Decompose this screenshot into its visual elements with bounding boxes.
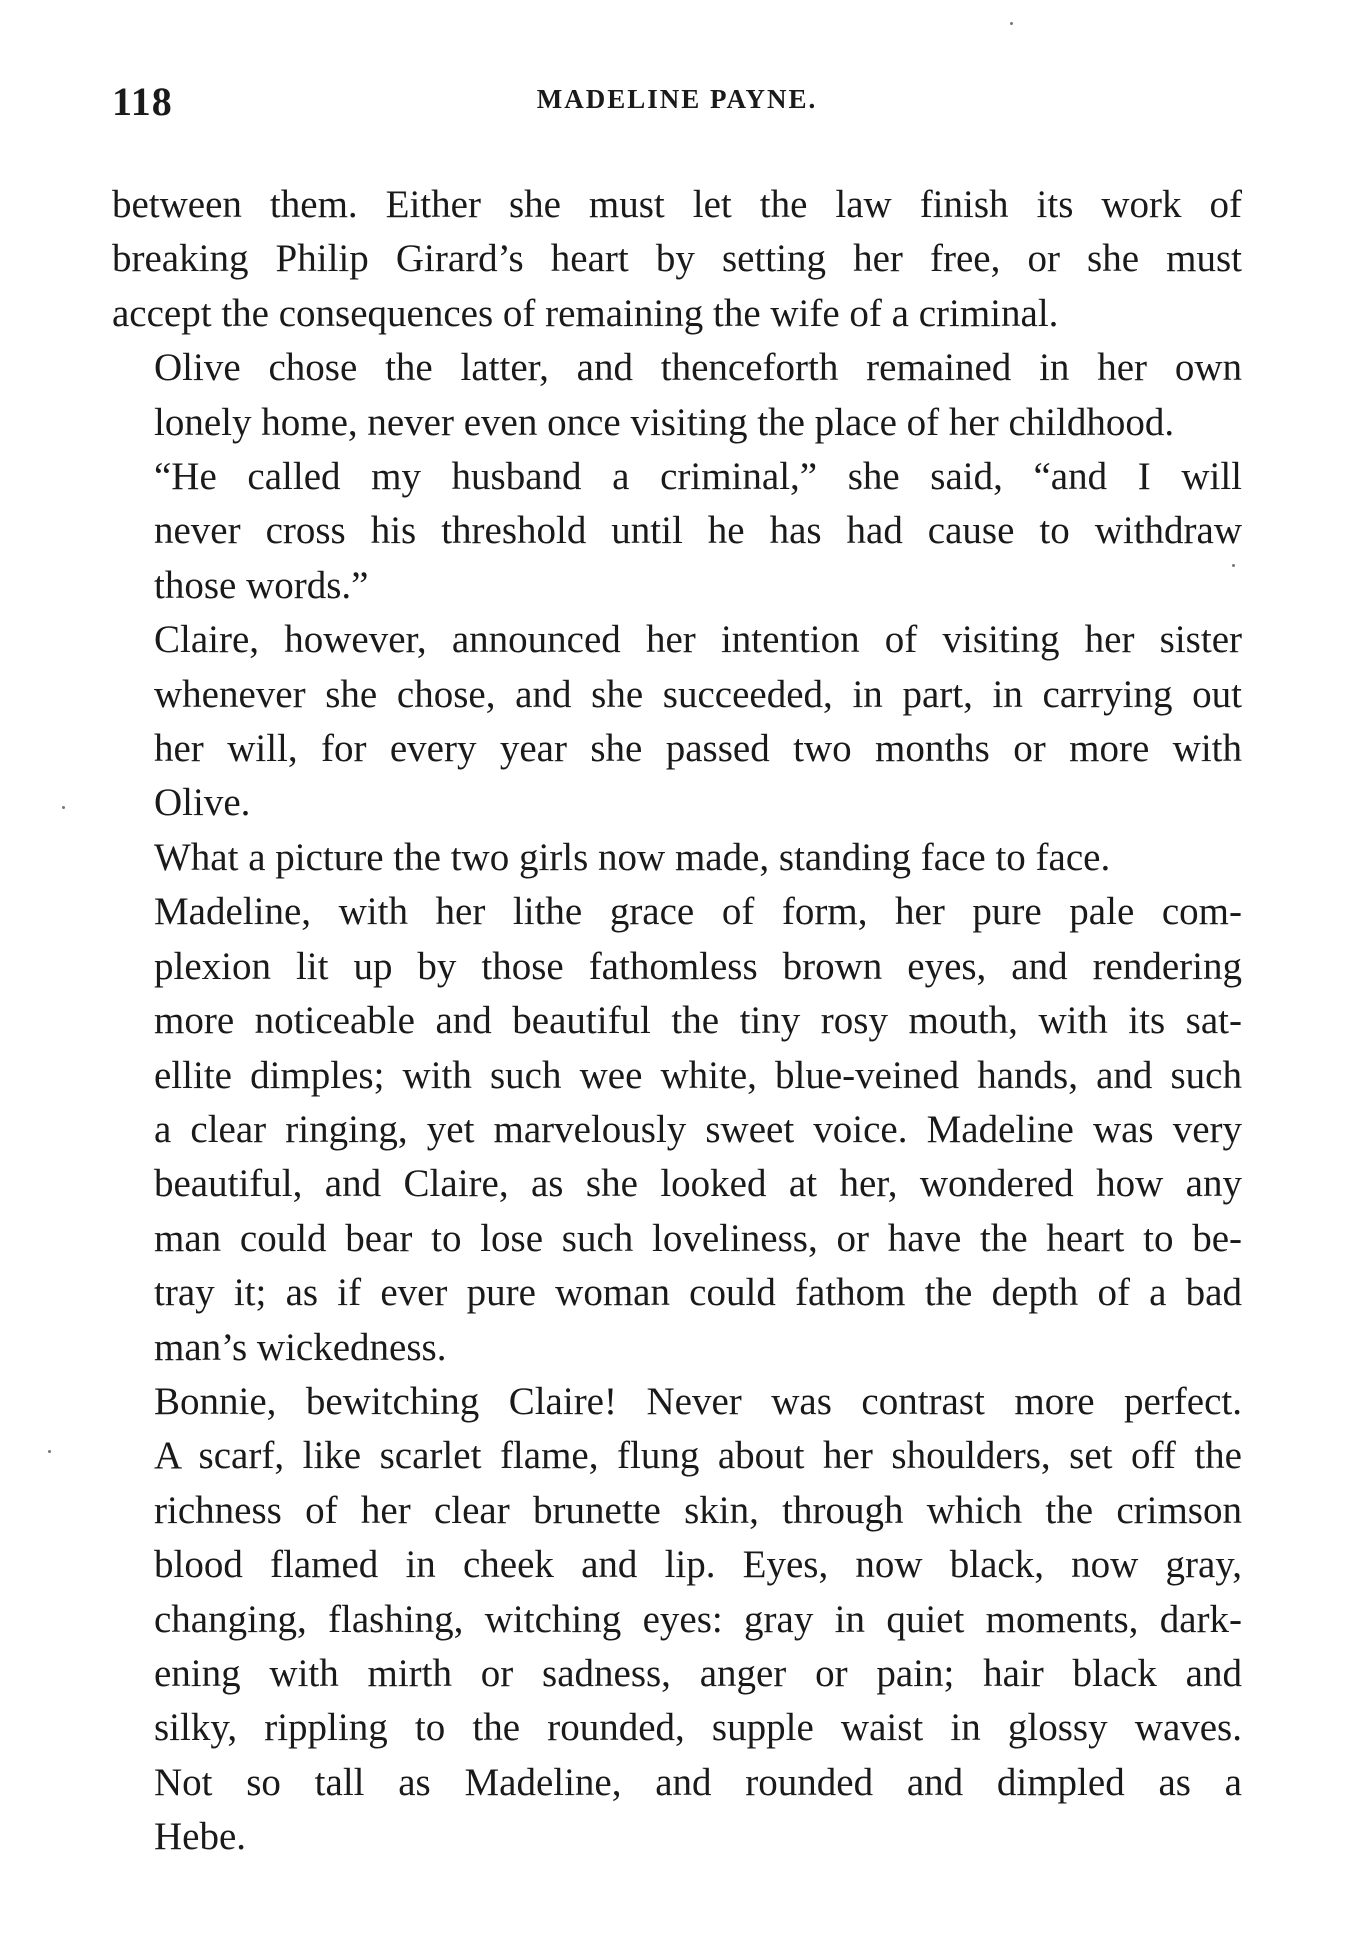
print-speck [48,1450,51,1453]
text-line: richness of her clear brunette skin, through which the crimson [154,1488,1242,1532]
text-line: man’s wickedness. [154,1325,447,1369]
paragraph [112,613,1242,831]
text-line: Not so tall as Madeline, and rounded and dimpled as a [154,1760,1242,1804]
text-line: A scarf, like scarlet flame, flung about her shoulders, set off the [154,1434,1242,1478]
text-line: those words.” [154,563,369,607]
text-line: What a picture the two girls now made, standing face to face. [154,835,1111,879]
text-line: lonely home, never even once visiting the place of her childhood. [154,400,1175,444]
text-line: tray it; as if ever pure woman could fathom the depth of a bad [154,1271,1242,1315]
text-line: Claire, however, announced her intention of visiting her sister [154,618,1242,662]
text-line: man could bear to lose such loveliness, or have the heart to be- [154,1216,1242,1260]
text-line: a clear ringing, yet marvelously sweet voice. Madeline was very [154,1107,1242,1151]
text-line: ening with mirth or sadness, anger or pain; hair black and [154,1651,1242,1695]
text-line: Olive. [154,781,251,825]
text-line: silky, rippling to the rounded, supple waist in glossy waves. [154,1706,1242,1750]
text-line: blood flamed in cheek and lip. Eyes, now black, now gray, [154,1543,1242,1587]
text-line: accept the consequences of remaining the wife of a criminal. [112,291,1059,335]
paragraph [112,1375,1242,1865]
running-title: MADELINE PAYNE. [536,84,818,114]
text-line: never cross his threshold until he has had cause to withdraw [154,509,1242,553]
text-line: breaking Philip Girard’s heart by setting her free, or she must [112,237,1242,281]
paragraph [112,450,1242,613]
text-line: Hebe. [154,1815,247,1859]
text-line: Olive chose the latter, and thenceforth remained in her own [154,346,1242,390]
text-line: changing, flashing, witching eyes: gray in quiet moments, dark- [154,1597,1242,1641]
text-line: “He called my husband a criminal,” she said, “and I will [154,455,1242,499]
body-text [112,178,1242,1865]
print-speck [1010,22,1013,25]
paragraph [112,341,1242,450]
print-speck [62,806,65,809]
text-line: beautiful, and Claire, as she looked at her, wondered how any [154,1162,1242,1206]
page-number: 118 [112,79,173,124]
text-line: plexion lit up by those fathomless brown eyes, and rendering [154,944,1242,988]
text-line: Madeline, with her lithe grace of form, her pure pale com- [154,890,1242,934]
text-line: Bonnie, bewitching Claire! Never was contrast more perfect. [154,1379,1242,1423]
paragraph [112,178,1242,341]
text-line: her will, for every year she passed two months or more with [154,727,1242,771]
book-page [112,70,1242,1865]
text-line: whenever she chose, and she succeeded, in part, in carrying out [154,672,1242,716]
running-head [112,70,1242,130]
text-line: between them. Either she must let the law finish its work of [112,183,1242,226]
print-speck [1232,564,1235,567]
paragraph [112,885,1242,1375]
text-line: ellite dimples; with such wee white, blue-veined hands, and such [154,1053,1242,1097]
text-line: more noticeable and beautiful the tiny rosy mouth, with its sat- [154,999,1242,1043]
paragraph [112,831,1242,885]
